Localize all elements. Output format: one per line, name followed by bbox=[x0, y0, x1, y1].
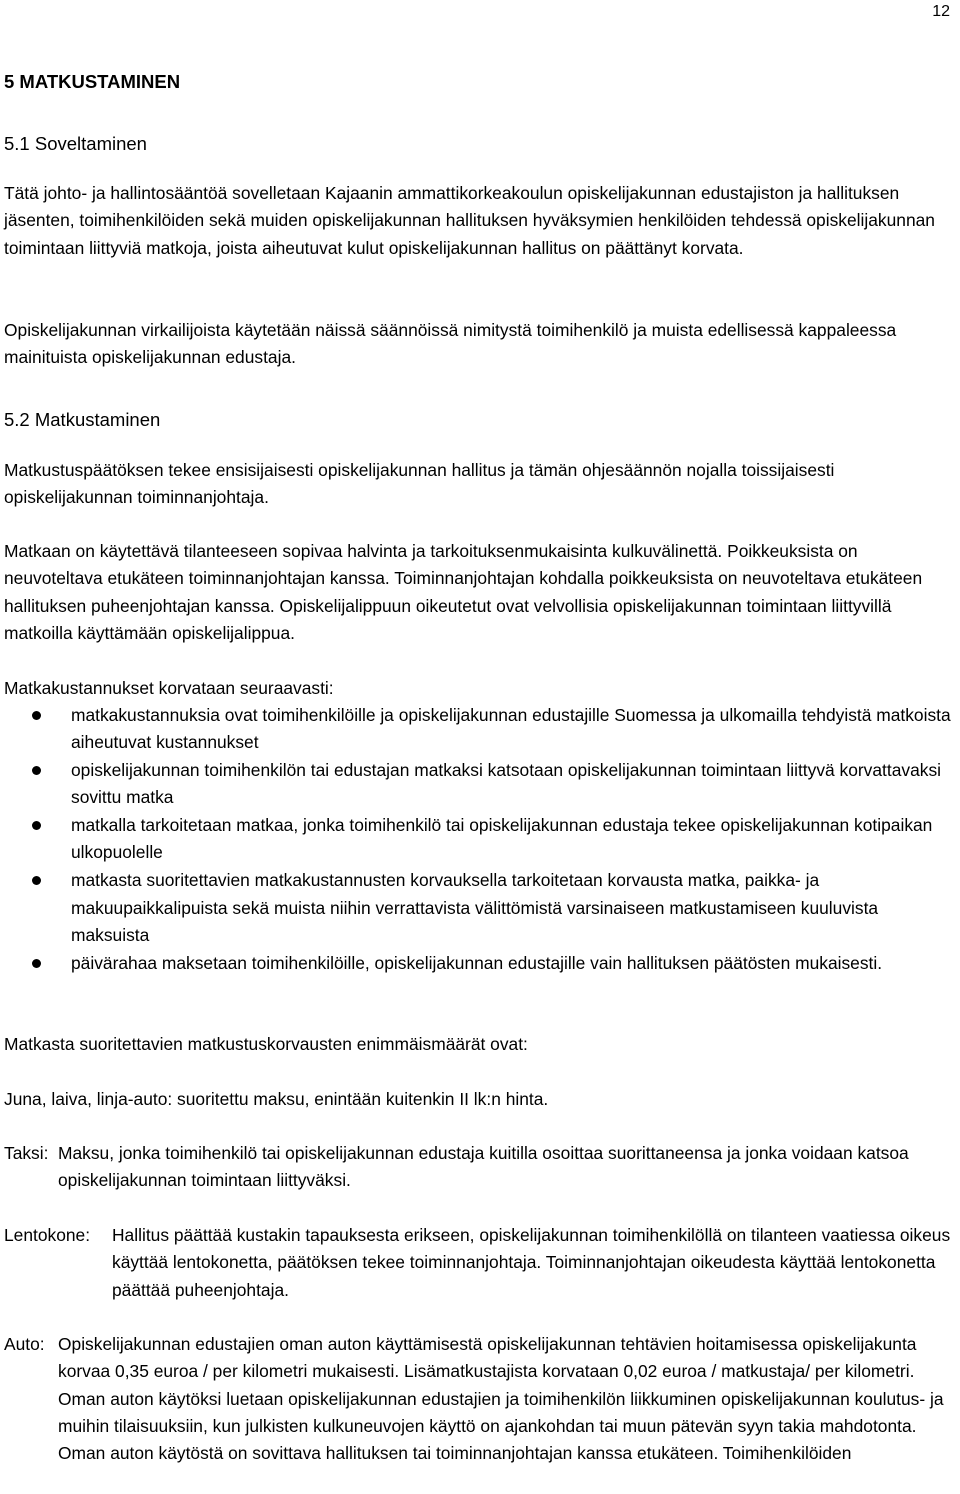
bullet-icon bbox=[32, 876, 41, 885]
bullet-icon bbox=[32, 711, 41, 720]
list-item bbox=[4, 867, 957, 949]
paragraph-definitions: Opiskelijakunnan virkailijoista käytetään näissä säännöissä nimitystä toimihenkilö ja muista edellisessä kappaleessa mainituista opiskelijakunnan edustaja. bbox=[4, 320, 897, 368]
list-intro: Matkakustannukset korvataan seuraavasti: bbox=[4, 678, 334, 698]
section-heading-matkustaminen: 5.2 Matkustaminen bbox=[4, 409, 161, 430]
bullet-icon bbox=[32, 766, 41, 775]
rule-car-term: Auto: bbox=[4, 1334, 45, 1354]
list-item-text: päivärahaa maksetaan toimihenkilöille, opiskelijakunnan edustajille vain hallituksen päätösten mukaisesti. bbox=[71, 952, 883, 973]
rule-taxi-term: Taksi: bbox=[4, 1143, 49, 1163]
list-item-text: opiskelijakunnan toimihenkilön tai edustajan matkaksi katsotaan opiskelijakunnan toimintaan liittyvä korvattavaksi sovittu matka bbox=[71, 760, 942, 808]
bullet-icon bbox=[32, 821, 41, 830]
list-item bbox=[4, 812, 957, 867]
list-item-text: matkasta suoritettavien matkakustannusten korvauksella tarkoitetaan korvausta matka, paikka- ja makuupaikkalipuista sekä muista niihin verrattavista välittömistä varsinaiseen matkustamiseen kuuluvista maksuista bbox=[71, 870, 879, 945]
section-heading-soveltaminen: 5.1 Soveltaminen bbox=[4, 133, 147, 154]
list-item bbox=[4, 757, 957, 812]
rule-plane-term: Lentokone: bbox=[4, 1225, 91, 1245]
limits-intro: Matkasta suoritettavien matkustuskorvausten enimmäismäärät ovat: bbox=[4, 1034, 528, 1054]
compensation-list bbox=[4, 702, 957, 977]
rule-car bbox=[4, 1331, 957, 1467]
rule-plane bbox=[4, 1222, 957, 1304]
paragraph-scope: Tätä johto- ja hallintosääntöä sovelletaan Kajaanin ammattikorkeakoulun opiskelijakunnan edustajiston ja hallituksen jäsenten, toimihenkilöiden sekä muiden opiskelijakunnan hallituksen hyväksymien henkilöiden tehdessä opiskelijakunnan toimintaan liittyviä matkoja, joista aiheutuvat kulut opiskelijakunnan hallitus on päättänyt korvata. bbox=[4, 183, 935, 258]
list-item-text: matkakustannuksia ovat toimihenkilöille ja opiskelijakunnan edustajille Suomessa ja ulkomailla tehdyistä matkoista aiheutuvat kustannukset bbox=[71, 705, 951, 753]
rule-plane-text: Hallitus päättää kustakin tapauksesta erikseen, opiskelijakunnan toimihenkilöllä on tilanteen vaatiessa oikeus käyttää lentokonetta, päätöksen tekee toiminnanjohtaja. Toiminnanjohtajan oikeudesta käyttää lentokonetta päättää puheenjohtaja. bbox=[112, 1225, 951, 1300]
rule-taxi bbox=[4, 1140, 957, 1195]
list-item-text: matkalla tarkoitetaan matkaa, jonka toimihenkilö tai opiskelijakunnan edustaja tekee opiskelijakunnan kotipaikan ulkopuolelle bbox=[71, 815, 933, 863]
page-number: 12 bbox=[932, 3, 950, 20]
chapter-heading: 5 MATKUSTAMINEN bbox=[4, 71, 181, 92]
paragraph-transport-choice: Matkaan on käytettävä tilanteeseen sopivaa halvinta ja tarkoituksenmukaisinta kulkuvälinettä. Poikkeuksista on neuvoteltava etukäteen toiminnanjohtajan kanssa. Toiminnanjohtajan kohdalla poikkeuksista on neuvoteltava etukäteen hallituksen puheenjohtajan kanssa. Opiskelijalippuun oikeutetut ovat velvollisia opiskelijakunnan toimintaan liittyvillä matkoilla käyttämään opiskelijalippua. bbox=[4, 541, 923, 643]
list-item bbox=[4, 950, 957, 977]
bullet-icon bbox=[32, 959, 41, 968]
rule-taxi-text: Maksu, jonka toimihenkilö tai opiskelijakunnan edustaja kuitilla osoittaa suorittaneensa ja jonka voidaan katsoa opiskelijakunnan toimintaan liittyväksi. bbox=[58, 1143, 909, 1191]
rule-car-text: Opiskelijakunnan edustajien oman auton käyttämisestä opiskelijakunnan tehtävien hoitamisessa opiskelijakunta korvaa 0,35 euroa / per kilometri mukaisesti. Lisämatkustajista korvataan 0,02 euroa / matkustaja/ per kilometri. Oman auton käytöksi luetaan opiskelijakunnan edustajien ja toimihenkilön liikkuminen opiskelijakunnan koulutus- ja muihin tilaisuuksiin, kun julkisten kulkuneuvojen käyttö on ajankohdan tai muun pätevän syyn takia mahdotonta. Oman auton käytöstä on sovittava hallituksen tai toiminnanjohtajan kanssa etukäteen. Toimihenkilöiden bbox=[58, 1334, 944, 1464]
rule-train: Juna, laiva, linja-auto: suoritettu maksu, enintään kuitenkin II lk:n hinta. bbox=[4, 1089, 549, 1109]
paragraph-travel-decision: Matkustuspäätöksen tekee ensisijaisesti opiskelijakunnan hallitus ja tämän ohjesäännön nojalla toissijaisesti opiskelijakunnan toiminnanjohtaja. bbox=[4, 460, 835, 508]
list-item bbox=[4, 702, 957, 757]
